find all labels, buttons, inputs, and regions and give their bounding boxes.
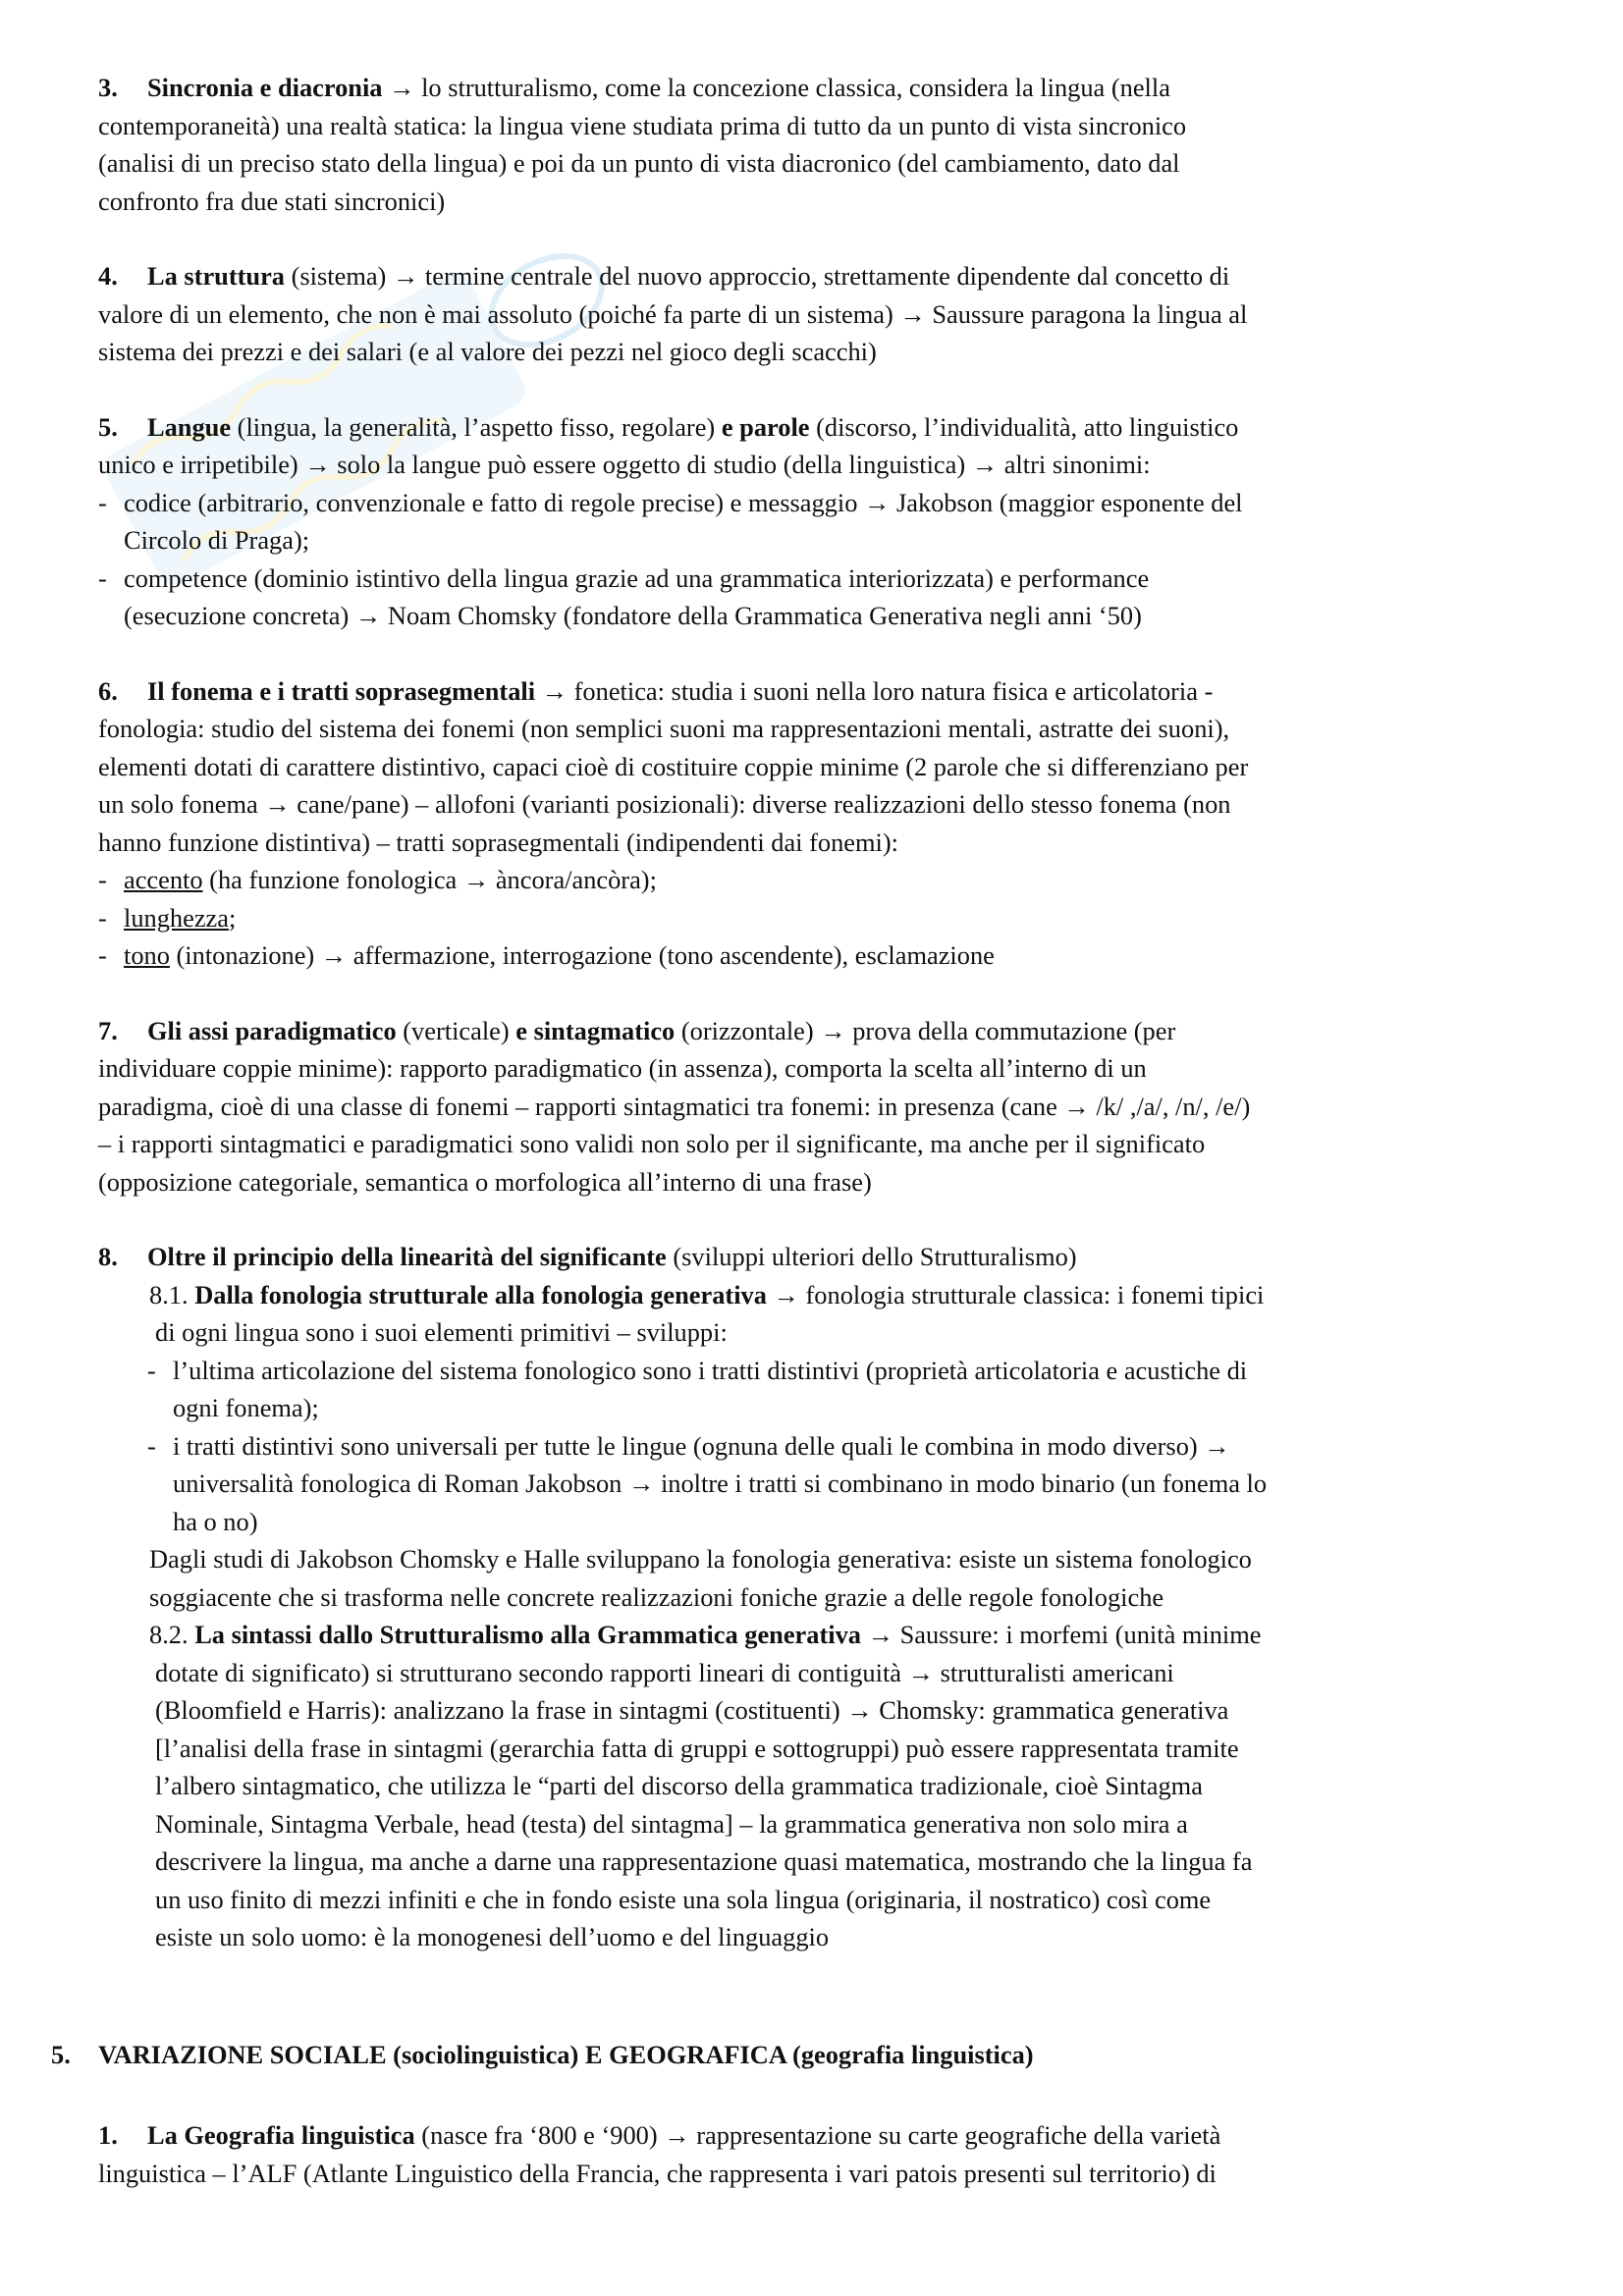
list-item: - accento (ha funzione fonologica → àncora/ancòra);	[98, 865, 657, 894]
item-number: 3.	[98, 73, 118, 102]
item-title: Langue	[147, 411, 232, 442]
list-item: - tono (intonazione) → affermazione, interrogazione (tono ascendente), esclamazione	[98, 940, 995, 970]
list-item: - competence (dominio istintivo della lingua grazie ad una grammatica interiorizzata) e performance	[98, 562, 1150, 593]
item-3: 3. Sincronia e diacronia → lo strutturalismo, come la concezione classica, considera la lingua (nella contemporaneità) una realtà statica: la lingua viene studiata prima di tutto da un punto di vista sincronico (analisi di un preciso stato della lingua) e poi da un punto di vista diacronico (del cambiamento, dato dal confronto fra due stati sincronici)	[98, 69, 1571, 220]
item-number: 7.	[98, 1015, 118, 1045]
item-title: Il fonema e i tratti soprasegmentali	[147, 675, 536, 706]
chapter-heading: 5. VARIAZIONE SOCIALE (sociolinguistica) E GEOGRAFICA (geografia linguistica)	[51, 2040, 1034, 2069]
subsection-8-2: 8.2. La sintassi dallo Strutturalismo alla Grammatica generativa → Saussure: i morfemi (unità minime	[149, 1620, 1262, 1649]
item-number: 1.	[98, 2120, 118, 2150]
item-title: La Geografia linguistica	[147, 2120, 415, 2150]
list-item: - l’ultima articolazione del sistema fonologico sono i tratti distintivi (proprietà articolatoria e acustiche di	[147, 1355, 1248, 1385]
item-number: 4.	[98, 261, 118, 291]
item-8: 8. Oltre il principio della linearità del significante (sviluppi ulteriori dello Strutturalismo) 8.1. Dalla fonologia strutturale alla fonologia generativa → fonologia strutturale classica: i fonemi tipici di ogni lingua sono i suoi elementi primitivi – sviluppi: - l’ultima articolazione del sistema fonologico sono i tratti distintivi (proprietà articolatoria e acustiche di ogni fonema); - i tratti distintivi sono universali per tutte le lingue (ognuna delle quali le combina in modo diverso) → universalità fonologica di Roman Jakobson → inoltre i tratti si combinano in modo binario (un fonema lo ha o no) Dagli studi di Jakobson Chomsky e Halle sviluppano la fonologia generativa: esiste un sistema fonologico soggiacente che si trasforma nelle concrete realizzazioni foniche grazie a delle regole fonologiche 8.2. La sintassi dallo Strutturalismo alla Grammatica generativa → Saussure: i morfemi (unità minime dotate di significato) si strutturano secondo rapporti lineari di contiguità → strutturalisti americani (Bloomfield e Harris): analizzano la frase in sintagmi (costituenti) → Chomsky: grammatica generativa [l’analisi della frase in sintagmi (gerarchia fatta di gruppi e sottogruppi) può essere rappresentata tramite l’albero sintagmatico, che utilizza le “parti del discorso della grammatica tradizionale, cioè Sintagma Nominale, Sintagma Verbale, head (testa) del sintagma] – la grammatica generativa non solo mira a descrivere la lingua, ma anche a darne una rappresentazione quasi matematica, mostrando che la lingua fa un uso finito di mezzi infiniti e che in fondo esiste una sola lingua (originaria, il nostratico) così come esiste un solo uomo: è la monogenesi dell’uomo e del linguaggio	[98, 1238, 1571, 1956]
item-geografia: 1. La Geografia linguistica (nasce fra ‘800 e ‘900) → rappresentazione su carte geografiche della varietà linguistica – l’ALF (Atlante Linguistico della Francia, che rappresenta i vari patois presenti sul territorio) di	[98, 2116, 1220, 2192]
item-title: Gli assi paradigmatico	[147, 1015, 397, 1045]
list-item: - codice (arbitrario, convenzionale e fatto di regole precise) e messaggio → Jakobson (maggior esponente del	[98, 487, 1243, 517]
item-4: 4. La struttura (sistema) → termine centrale del nuovo approccio, strettamente dipendente dal concetto di valore di un elemento, che non è mai assoluto (poiché fa parte di un sistema) → Saussure paragona la lingua al sistema dei prezzi e dei salari (e al valore dei pezzi nel gioco degli scacchi)	[98, 257, 1571, 371]
item-number: 5.	[98, 411, 118, 442]
item-5: 5. Langue (lingua, la generalità, l’aspetto fisso, regolare) e parole (discorso, l’individualità, atto linguistico unico e irripetibile) → solo la langue può essere oggetto di studio (della linguistica) → altri sinonimi: - codice (arbitrario, convenzionale e fatto di regole precise) e messaggio → Jakobson (maggior esponente del Circolo di Praga); - competence (dominio istintivo della lingua grazie ad una grammatica interiorizzata) e performance (esecuzione concreta) → Noam Chomsky (fondatore della Grammatica Generativa negli anni ‘50)	[98, 408, 1571, 635]
item-title: Oltre il principio della linearità del significante	[147, 1242, 667, 1271]
list-item: - lunghezza;	[98, 902, 237, 933]
item-6: 6. Il fonema e i tratti soprasegmentali → fonetica: studia i suoni nella loro natura fisica e articolatoria - fonologia: studio del sistema dei fonemi (non semplici suoni ma rappresentazioni mentali, astratte dei suoni), elementi dotati di carattere distintivo, capaci cioè di costituire coppie minime (2 parole che si differenziano per un solo fonema → cane/pane) – allofoni (varianti posizionali): diverse realizzazioni dello stesso fonema (non hanno funzione distintiva) – tratti soprasegmentali (indipendenti dai fonemi): - accento (ha funzione fonologica → àncora/ancòra); - lunghezza; - tono (intonazione) → affermazione, interrogazione (tono ascendente), esclamazione	[98, 672, 1571, 975]
document-body	[98, 69, 1571, 1994]
item-number: 6.	[98, 675, 118, 706]
item-title: La struttura	[147, 261, 286, 291]
item-7: 7. Gli assi paradigmatico (verticale) e sintagmatico (orizzontale) → prova della commutazione (per individuare coppie minime): rapporto paradigmatico (in assenza), comporta la scelta all’interno di un paradigma, cioè di una classe di fonemi – rapporti sintagmatici tra fonemi: in presenza (cane → /k/ ,/a/, /n/, /e/) – i rapporti sintagmatici e paradigmatici sono validi non solo per il significante, ma anche per il significato (opposizione categoriale, semantica o morfologica all’interno di una frase)	[98, 1012, 1571, 1201]
item-number: 8.	[98, 1242, 118, 1271]
list-item: - i tratti distintivi sono universali per tutte le lingue (ognuna delle quali le combina in modo diverso) →	[147, 1430, 1230, 1461]
item-title: Sincronia e diacronia	[147, 73, 383, 102]
subsection-8-1: 8.1. Dalla fonologia strutturale alla fonologia generativa → fonologia strutturale classica: i fonemi tipici	[149, 1279, 1265, 1309]
